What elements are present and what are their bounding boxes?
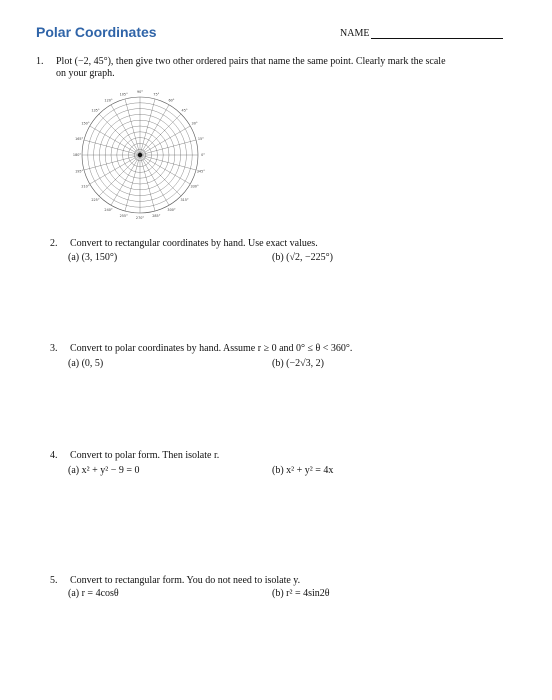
grid-spoke — [90, 126, 140, 155]
question-number: 5. — [50, 575, 58, 586]
grid-spoke — [111, 155, 140, 205]
polar-graph-grid[interactable] — [64, 84, 216, 226]
question-number: 3. — [50, 343, 58, 354]
question-5-part-a: (a) r = 4cosθ — [68, 588, 119, 599]
angle-tick-label: 135° — [91, 108, 100, 113]
angle-tick-label: 210° — [81, 184, 90, 189]
angle-tick-label: 75° — [153, 92, 160, 97]
angle-tick-label: 30° — [191, 121, 198, 126]
grid-spoke — [140, 155, 155, 211]
question-4-part-a: (a) x² + y² − 9 = 0 — [68, 465, 140, 476]
question-number: 4. — [50, 450, 58, 461]
question-text-continued: on your graph. — [56, 68, 115, 79]
angle-tick-label: 240° — [104, 207, 113, 212]
grid-spoke — [140, 155, 190, 184]
angle-tick-label: 195° — [75, 169, 84, 174]
grid-spoke — [140, 99, 155, 155]
grid-spoke — [140, 105, 169, 155]
grid-spoke — [111, 105, 140, 155]
angle-tick-label: 270° — [135, 216, 145, 221]
angle-tick-label: 120° — [104, 98, 113, 103]
angle-tick-label: 165° — [75, 136, 84, 141]
grid-spoke — [140, 140, 196, 155]
question-text: Convert to rectangular form. You do not need to isolate y. — [70, 575, 301, 586]
grid-spoke — [84, 140, 140, 155]
angle-tick-label: 105° — [119, 92, 128, 97]
question-5-part-b: (b) r² = 4sin2θ — [272, 588, 330, 599]
grid-spoke — [140, 155, 169, 205]
angle-tick-label: 15° — [197, 136, 204, 141]
angle-tick-label: 180° — [72, 153, 82, 158]
question-3-part-a: (a) (0, 5) — [68, 358, 104, 369]
angle-tick-label: 345° — [196, 169, 205, 174]
angle-tick-label: 90° — [136, 90, 144, 95]
name-blank-line[interactable] — [371, 28, 503, 39]
page-title: Polar Coordinates — [36, 24, 157, 40]
angle-tick-label: 45° — [181, 108, 188, 113]
origin-pole-dot — [138, 153, 142, 157]
grid-spoke — [84, 155, 140, 170]
question-text: Plot (−2, 45°), then give two other ordered pairs that name the same point. Clearly mark the scale — [56, 56, 446, 67]
angle-tick-label: 150° — [81, 121, 90, 126]
name-field — [340, 28, 503, 39]
question-number: 2. — [50, 238, 58, 249]
question-text: Convert to polar form. Then isolate r. — [70, 450, 220, 461]
question-text: Convert to rectangular coordinates by hand. Use exact values. — [70, 238, 318, 249]
grid-spoke — [125, 99, 140, 155]
angle-tick-label: 315° — [180, 197, 189, 202]
question-2-part-b: (b) (√2, −225°) — [272, 252, 333, 263]
question-4-part-b: (b) x² + y² = 4x — [272, 465, 334, 476]
angle-tick-label: 255° — [119, 214, 128, 219]
question-text: Convert to polar coordinates by hand. Assume r ≥ 0 and 0° ≤ θ < 360°. — [70, 343, 353, 354]
angle-tick-label: 330° — [190, 184, 199, 189]
angle-tick-label: 300° — [167, 207, 176, 212]
grid-spoke — [90, 155, 140, 184]
angle-tick-label: 60° — [168, 98, 175, 103]
question-number: 1. — [36, 56, 44, 67]
question-2-part-a: (a) (3, 150°) — [68, 252, 118, 263]
angle-tick-label: 225° — [91, 197, 100, 202]
angle-tick-label: 285° — [152, 214, 161, 219]
grid-spoke — [140, 126, 190, 155]
grid-spoke — [125, 155, 140, 211]
name-label: NAME — [340, 28, 370, 39]
grid-spoke — [140, 155, 196, 170]
question-3-part-b: (b) (−2√3, 2) — [272, 358, 324, 369]
angle-tick-label: 0° — [201, 153, 205, 158]
